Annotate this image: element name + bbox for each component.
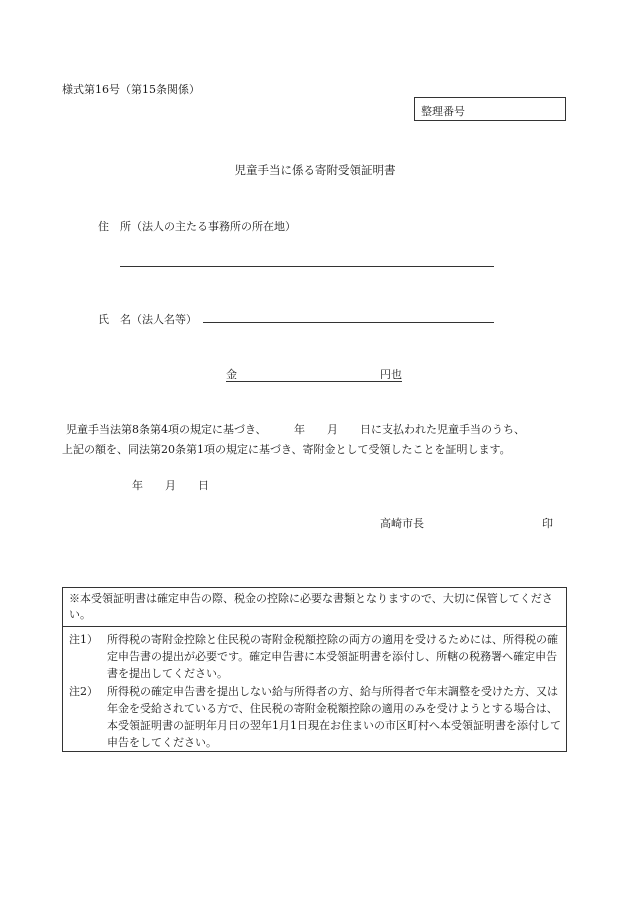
address-label: 住 所（法人の主たる事務所の所在地）	[98, 220, 296, 233]
reference-number-label: 整理番号	[421, 105, 465, 118]
issuer-name: 高崎市長	[380, 517, 424, 530]
name-line	[203, 322, 494, 323]
amount-field	[226, 366, 402, 382]
note-2-number: 注2）	[69, 685, 98, 698]
note-1-text: 所得税の寄附金控除と住民税の寄附金税額控除の両方の適用を受けるためには、所得税の確定申告書の提出が必要です。確定申告書に本受領証明書を添付し、所轄の税務署へ確定申告書を提出してください。	[107, 633, 558, 680]
reference-number-box	[414, 97, 566, 121]
seal-mark: 印	[542, 517, 553, 530]
name-label: 氏 名（法人名等）	[98, 313, 197, 326]
address-line	[120, 266, 494, 267]
document-title: 児童手当に係る寄附受領証明書	[234, 163, 396, 177]
form-number: 様式第16号（第15条関係）	[62, 83, 200, 96]
notice-header-text: ※本受領証明書は確定申告の際、税金の控除に必要な書類となりますので、大切に保管してください。	[69, 592, 553, 621]
notice-box	[62, 587, 567, 752]
notice-header	[63, 588, 566, 627]
note-1-number: 注1）	[69, 633, 98, 646]
amount-suffix: 円也	[380, 368, 402, 381]
note-2-text: 所得税の確定申告書を提出しない給与所得者の方、給与所得者で年末調整を受けた方、又は年金を受給されている方で、住民税の寄附金税額控除の適用のみを受けようとする場合は、本受領証明書の証明年月日の翌年1月1日現在お住まいの市区町村へ本受領証明書を添付して申告をしてください。	[107, 685, 561, 749]
amount-prefix: 金	[226, 368, 237, 381]
statement-line-1: 児童手当法第8条第4項の規定に基づき、 年 月 日に支払われた児童手当のうち、	[66, 423, 526, 436]
statement-line-2: 上記の額を、同法第20条第1項の規定に基づき、寄附金として受領したことを証明します。	[62, 443, 511, 456]
issue-date: 年 月 日	[132, 479, 209, 492]
